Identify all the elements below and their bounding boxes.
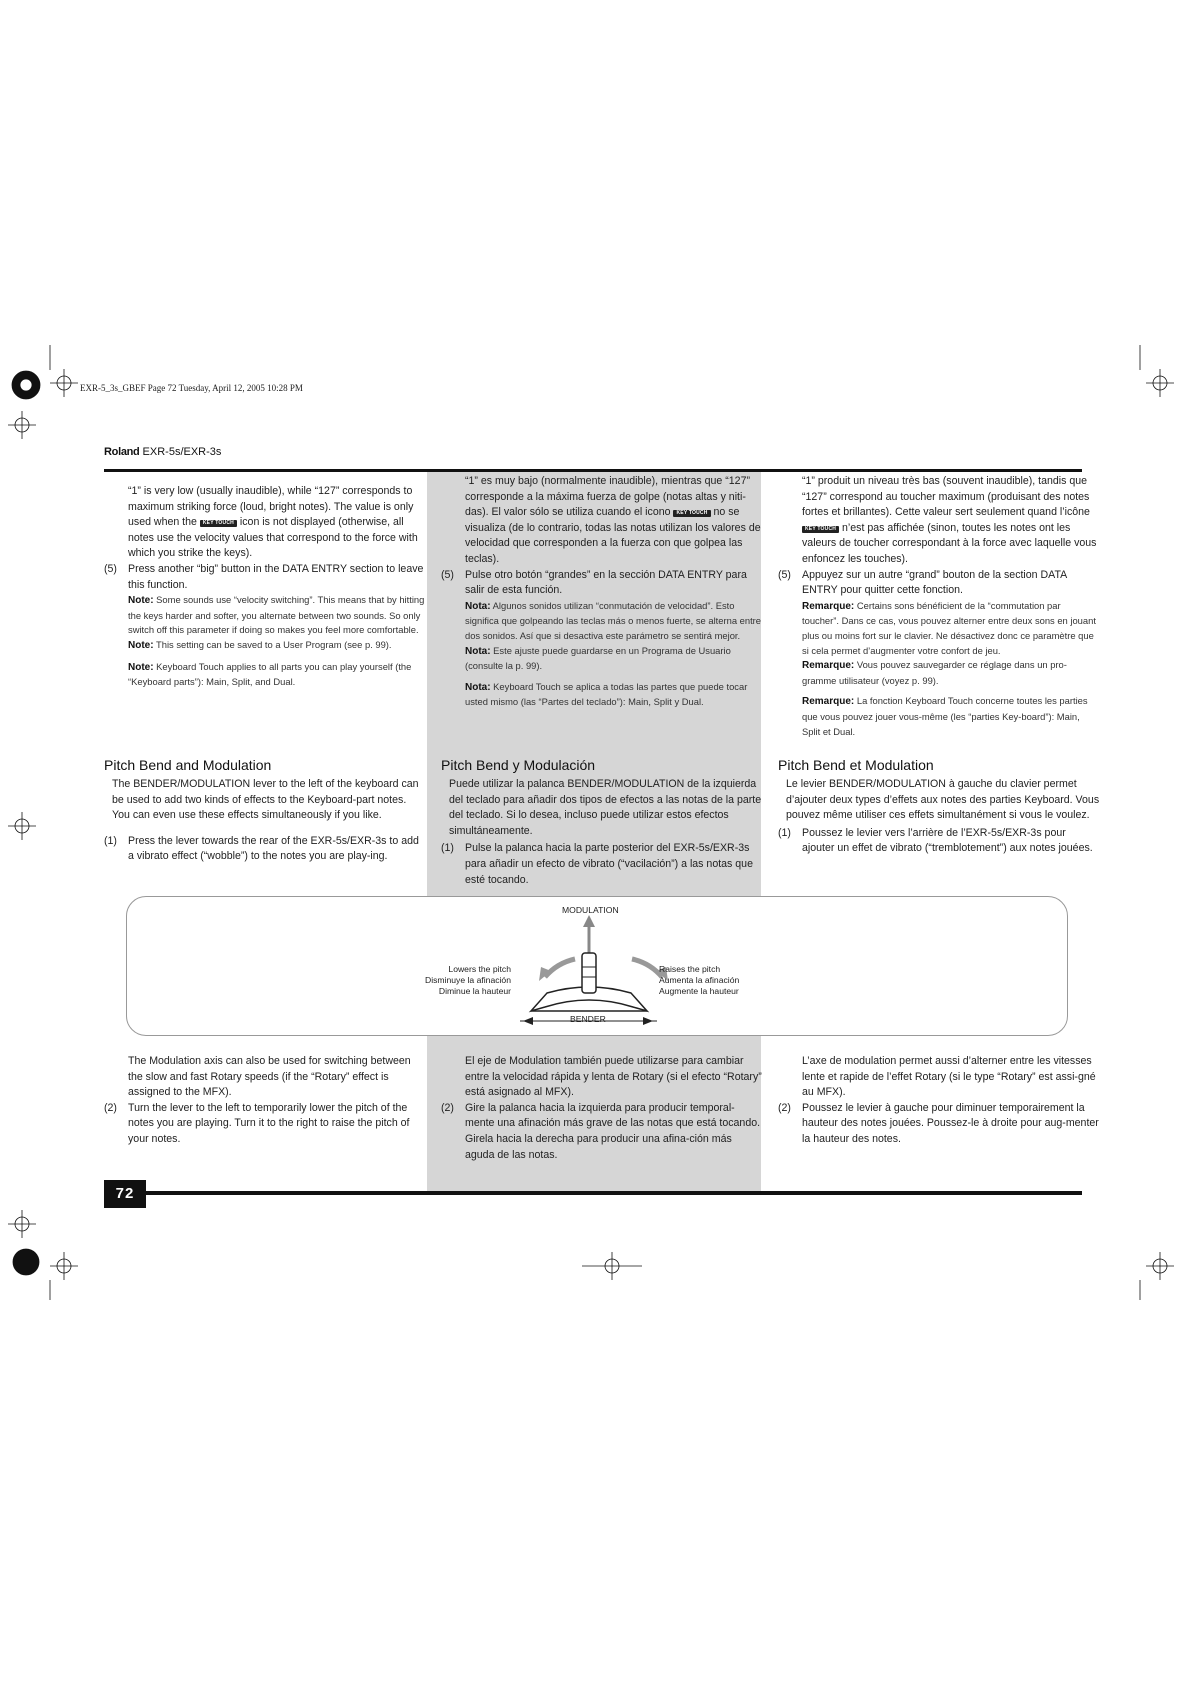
spanish-pitch-bend-section bbox=[441, 756, 763, 888]
english-column-bottom bbox=[104, 1054, 426, 1148]
spanish-column-bottom bbox=[441, 1054, 763, 1163]
intro-paragraph: Le levier BENDER/MODULATION à gauche du clavier permet d’ajouter deux types d’effets aux notes des parties Keyboard. Vous pouvez même utiliser ces effets simultanément si vous le voulez. bbox=[786, 778, 1100, 822]
step-5: (5) Appuyez sur un autre “grand” bouton de la section DATA ENTRY pour quitter cette fonction. bbox=[778, 568, 1067, 597]
step-1: (1) Press the lever towards the rear of the EXR-5s/EXR-3s to add a vibrato effect (“wobble”) to the notes you are play-ing. bbox=[104, 834, 419, 863]
note: Remarque: Certains sons bénéficient de la “commutation par toucher”. Dans ce cas, vous pouvez alterner entre deux sons en jouant plus ou moins fort sur le clavier. Ne désactivez donc ce paramètre que si cela permet d’augmenter votre confort de jeu. bbox=[802, 599, 1096, 656]
key-touch-icon: KEY TOUCH bbox=[673, 510, 710, 517]
bender-modulation-diagram bbox=[126, 896, 1068, 1036]
footer-rule bbox=[146, 1191, 1082, 1195]
raise-pitch-label: Raises the pitch Aumenta la afinación Augmente la hauteur bbox=[659, 964, 740, 996]
step-1: (1) Poussez le levier vers l’arrière de l’EXR-5s/EXR-3s pour ajouter un effet de vibrato (“tremblotement”) aux notes jouées. bbox=[778, 826, 1093, 855]
note: Note: Keyboard Touch applies to all parts you can play yourself (the “Keyboard parts”): Main, Split, and Dual. bbox=[128, 660, 412, 688]
note: Note: This setting can be saved to a User Program (see p. 99). bbox=[128, 638, 392, 651]
note: Remarque: Vous pouvez sauvegarder ce réglage dans un pro-gramme utilisateur (voyez p. 99). bbox=[802, 659, 1067, 686]
section-heading: Pitch Bend and Modulation bbox=[104, 757, 272, 773]
note: Nota: Keyboard Touch se aplica a todas las partes que puede tocar usted mismo (las “Partes del teclado”): Main, Split y Dual. bbox=[465, 680, 748, 708]
key-touch-icon: KEY TOUCH bbox=[802, 526, 839, 533]
page-header bbox=[104, 446, 221, 458]
intro-paragraph: Puede utilizar la palanca BENDER/MODULATION de la izquierda del teclado para añadir dos tipos de efectos a las notas de la parte del teclado. Si lo desea, incluso puede utilizar estos efectos simultáneamente. bbox=[449, 778, 762, 837]
french-column-top bbox=[778, 474, 1100, 739]
note: Nota: Este ajuste puede guardarse en un Programa de Usuario (consulte la p. 99). bbox=[465, 644, 731, 672]
english-column-top bbox=[104, 484, 426, 690]
step-2: (2) Poussez le levier à gauche pour diminuer temporairement la hauteur des notes jouées. Poussez-le à droite pour aug-menter la hauteur des notes. bbox=[778, 1101, 1099, 1145]
velocity-paragraph: “1” es muy bajo (normalmente inaudible), mientras que “127” corresponde a la máxima fuerza de golpe (notas altas y niti-das). El valor sólo se utiliza cuando el icono KEY TOUCH no se visualiza (de lo contrario, todas las notas utilizan los valores de velocidad que corresponden a la fuerza con que golpea las teclas). bbox=[465, 475, 761, 565]
velocity-paragraph: “1” produit un niveau très bas (souvent inaudible), tandis que “127” correspond au toucher maximum (produisant des notes fortes et brillantes). Cette valeur sert seulement quand l’icône KEY TOUCH n’est pas affichée (sinon, toutes les notes ont les valeurs de toucher correspondant à la force avec laquelle vous enfoncez les touches). bbox=[802, 475, 1097, 565]
section-heading: Pitch Bend et Modulation bbox=[778, 757, 934, 773]
velocity-paragraph: “1” is very low (usually inaudible), while “127” corresponds to maximum striking force (loud, bright notes). The value is only used when the KEY TOUCH icon is not displayed (otherwise, all notes use the velocity values that correspond to the force with which you strike the keys). bbox=[128, 485, 418, 560]
rotary-paragraph: The Modulation axis can also be used for switching between the slow and fast Rotary speeds (if the “Rotary” effect is assigned to the MFX). bbox=[128, 1055, 411, 1099]
brand-logo: Roland bbox=[104, 446, 140, 458]
rotary-paragraph: L’axe de modulation permet aussi d’alterner entre les vitesses lente et rapide de l’effet Rotary (si le type “Rotary” est assi-gné au MFX). bbox=[802, 1055, 1096, 1099]
model-name: EXR-5s/EXR-3s bbox=[142, 446, 222, 458]
print-slug: EXR-5_3s_GBEF Page 72 Tuesday, April 12, 2005 10:28 PM bbox=[80, 383, 303, 393]
key-touch-icon: KEY TOUCH bbox=[200, 520, 237, 527]
intro-paragraph: The BENDER/MODULATION lever to the left of the keyboard can be used to add two kinds of effects to the Keyboard-part notes. You can even use these effects simultaneously if you like. bbox=[112, 778, 419, 822]
bender-label: BENDER bbox=[570, 1014, 606, 1024]
step-5: (5) Pulse otro botón “grandes” en la sección DATA ENTRY para salir de esta función. bbox=[441, 568, 747, 597]
english-pitch-bend-section bbox=[104, 756, 426, 865]
french-column-bottom bbox=[778, 1054, 1100, 1148]
step-2: (2) Gire la palanca hacia la izquierda para producir temporal-mente una afinación más grave de las notas que está tocando. Girela hacia la derecha para producir una afina-ción más aguda de las notas. bbox=[441, 1101, 761, 1161]
note: Note: Some sounds use “velocity switching”. This means that by hitting the keys harder and softer, you alternate between two sounds. So only switch off this parameter if doing so makes you feel more comfortable. bbox=[128, 594, 425, 636]
rotary-paragraph: El eje de Modulation también puede utilizarse para cambiar entre la velocidad rápida y lenta de Rotary (si el efecto “Rotary” está asignado al MFX). bbox=[465, 1055, 762, 1099]
section-heading: Pitch Bend y Modulación bbox=[441, 757, 596, 773]
step-2: (2) Turn the lever to the left to temporarily lower the pitch of the notes you are playing. Turn it to the right to raise the pitch of your notes. bbox=[104, 1101, 410, 1145]
french-pitch-bend-section bbox=[778, 756, 1100, 857]
lower-pitch-label: Lowers the pitch Disminuye la afinación Diminue la hauteur bbox=[425, 964, 511, 996]
note: Nota: Algunos sonidos utilizan “conmutación de velocidad”. Esto significa que golpeando las teclas más o menos fuerte, se alterna entre dos sonidos. Así que si desactiva este parámetro se sentirá mejor. bbox=[465, 599, 762, 641]
note: Remarque: La fonction Keyboard Touch concerne toutes les parties que vous pouvez jouer vous-même (les “parties Key-board”): Main, Split et Dual. bbox=[802, 695, 1088, 737]
spanish-column-top bbox=[441, 474, 763, 710]
step-1: (1) Pulse la palanca hacia la parte posterior del EXR-5s/EXR-3s para añadir un efecto de vibrato (“vacilación”) a las notas que esté tocando. bbox=[441, 842, 753, 886]
page-number: 72 bbox=[104, 1180, 146, 1208]
modulation-label: MODULATION bbox=[562, 905, 619, 915]
step-5: (5) Press another “big” button in the DATA ENTRY section to leave this function. bbox=[104, 562, 424, 591]
